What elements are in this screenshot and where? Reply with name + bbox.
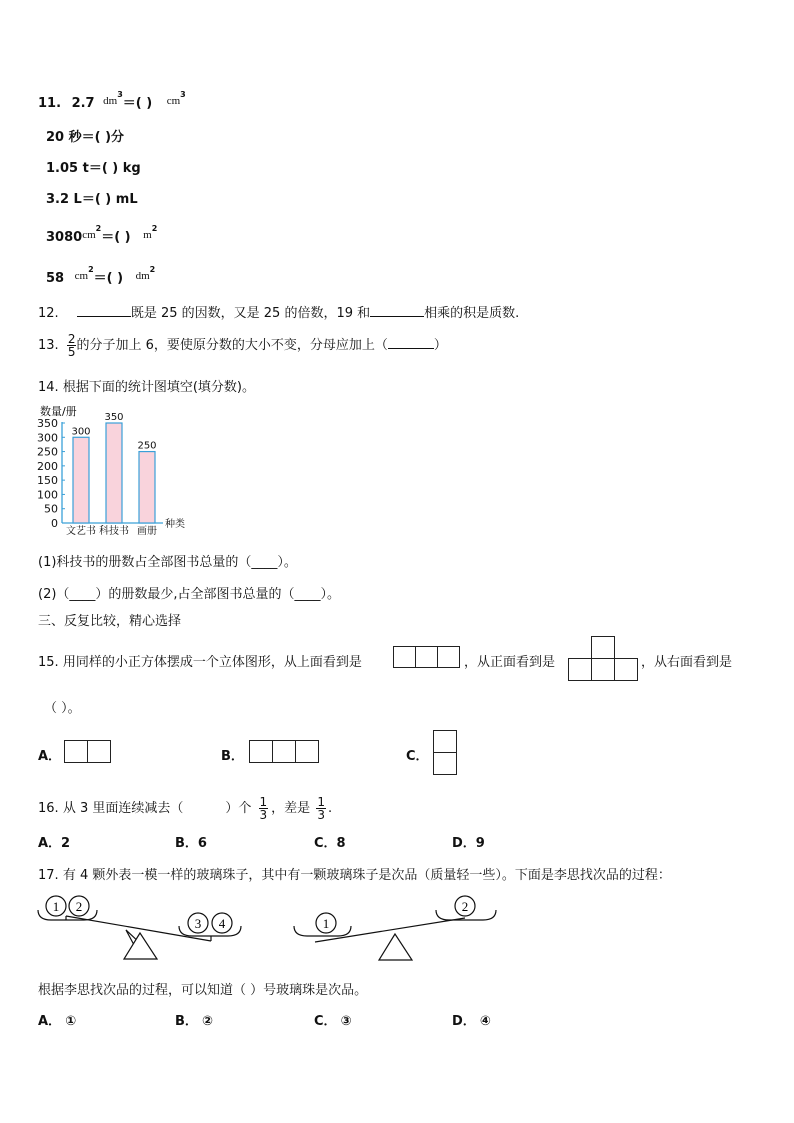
svg-text:3: 3 bbox=[194, 916, 202, 931]
chart-y-tick-label: 300 bbox=[37, 431, 58, 445]
q15-option-c-square bbox=[433, 730, 457, 753]
q15-text-b: ，从正面看到是 bbox=[464, 655, 556, 670]
svg-text:1: 1 bbox=[322, 916, 330, 931]
q14-sub2: (2)（____）的册数最少,占全部图书总量的（____）。 bbox=[38, 587, 341, 602]
chart-data-label: 300 bbox=[71, 426, 91, 438]
chart-category-label: 画册 bbox=[137, 526, 157, 535]
chart-category-label: 文艺书 bbox=[66, 526, 96, 535]
q15-option-c-label[interactable]: C． bbox=[406, 749, 429, 764]
q15-text-d: （ ）。 bbox=[44, 701, 81, 716]
chart-bar bbox=[73, 437, 89, 523]
q12-number: 12. bbox=[38, 306, 59, 321]
q12: 12. 既是 25 的因数，又是 25 的倍数，19 和 相乘的积是质数. bbox=[38, 306, 520, 321]
q15-option-b-label[interactable]: B． bbox=[221, 749, 244, 764]
balance-2-beam bbox=[315, 918, 465, 942]
q15-top-view-square bbox=[393, 646, 416, 668]
chart-data-label: 250 bbox=[137, 440, 157, 452]
q15-text-c: ，从右面看到是 bbox=[641, 655, 733, 670]
q17-conclusion: 根据李思找次品的过程，可以知道（ ）号玻璃珠是次品。 bbox=[38, 983, 368, 998]
q16: 16. 从 3 里面连续减去（ ）个 $\frac{1}{3}$ ，差是 $\frac{1}{3}$ . bbox=[38, 795, 333, 822]
q16-option-d[interactable]: D．9 bbox=[452, 836, 485, 851]
chart-y-tick-label: 350 bbox=[37, 417, 58, 430]
chart-y-tick-label: 250 bbox=[37, 445, 58, 459]
chart-ylabel: 数量/册 bbox=[40, 405, 77, 418]
q15-top-view-square bbox=[437, 646, 460, 668]
balance-1-right-pan bbox=[179, 926, 241, 936]
q15-option-b-square bbox=[295, 740, 319, 763]
q11-line2: 20 秒＝( )分 bbox=[46, 130, 125, 145]
q16-fraction-1: $\frac{1}{3}$ bbox=[259, 795, 268, 822]
q15-option-a-label[interactable]: A． bbox=[38, 749, 62, 764]
chart-bar bbox=[106, 423, 122, 523]
q14-sub1: (1)科技书的册数占全部图书总量的（____）。 bbox=[38, 555, 297, 570]
q11-line5: $3080^{cm2}=$( ) $^{m2}$ bbox=[46, 224, 158, 245]
q17-option-a[interactable]: A． ① bbox=[38, 1014, 77, 1029]
q16-option-b[interactable]: B．6 bbox=[175, 836, 207, 851]
q14-title: 14. 根据下面的统计图填空(填分数)。 bbox=[38, 380, 255, 395]
chart-y-tick-label: 0 bbox=[51, 517, 58, 530]
chart-y-tick-label: 50 bbox=[44, 502, 58, 516]
q15-front-view-square bbox=[568, 658, 592, 681]
q12-blank-1[interactable] bbox=[77, 304, 131, 317]
svg-text:4: 4 bbox=[218, 916, 226, 931]
chart-y-tick-label: 100 bbox=[37, 488, 58, 502]
q15-option-b-square bbox=[272, 740, 296, 763]
q11-line3: 1.05 t＝( ) kg bbox=[46, 161, 141, 176]
chart-bar bbox=[139, 452, 155, 523]
q15-option-a-square bbox=[87, 740, 111, 763]
q16-option-c[interactable]: C．8 bbox=[314, 836, 346, 851]
q15-front-view-square bbox=[614, 658, 638, 681]
q15-option-c-square bbox=[433, 752, 457, 775]
section-3-heading: 三、反复比较，精心选择 bbox=[38, 614, 182, 629]
svg-text:1: 1 bbox=[52, 899, 60, 914]
q15-top-view-square bbox=[415, 646, 438, 668]
q14-number: 14. bbox=[38, 380, 59, 395]
q11-line6: 58 $^{cm2}$＝( ) $^{dm2}$ bbox=[46, 265, 156, 286]
q16-fraction-2: $\frac{1}{3}$ bbox=[317, 795, 325, 822]
chart-y-tick-label: 150 bbox=[37, 474, 58, 488]
q11-number: 11. bbox=[38, 96, 62, 111]
q11-line4: 3.2 L＝( ) mL bbox=[46, 192, 138, 207]
balance-scale-2 bbox=[290, 890, 505, 968]
q13-number: 13. bbox=[38, 338, 59, 353]
q17-option-d[interactable]: D． ④ bbox=[452, 1014, 491, 1029]
balance-1-fulcrum bbox=[124, 933, 157, 959]
balance-2-fulcrum bbox=[379, 934, 412, 960]
q11-line1: 11. 2.7 $^{dm3}$＝( ) $^{cm3}$ bbox=[38, 90, 186, 111]
q13-blank[interactable] bbox=[388, 336, 434, 349]
q13-fraction: $\frac{2}{5}$ bbox=[67, 332, 76, 359]
q17-number: 17. bbox=[38, 868, 59, 883]
q16-option-a[interactable]: A．2 bbox=[38, 836, 71, 851]
q15-front-view-square bbox=[591, 658, 615, 681]
balance-1-left-pan bbox=[38, 910, 97, 920]
q12-blank-2[interactable] bbox=[370, 304, 424, 317]
q17-option-b[interactable]: B． ② bbox=[175, 1014, 213, 1029]
chart-data-label: 350 bbox=[104, 412, 124, 423]
balance-scale-1 bbox=[36, 890, 266, 968]
chart-category-label: 科技书 bbox=[99, 526, 129, 535]
q15-option-b-square bbox=[249, 740, 273, 763]
q15-option-a-square bbox=[64, 740, 88, 763]
chart-y-tick-label: 200 bbox=[37, 459, 58, 473]
q17-question: 17. 有 4 颗外表一模一样的玻璃珠子，其中有一颗玻璃珠子是次品（质量轻一些）。下面是李思找次品的过程： bbox=[38, 868, 671, 883]
q15-number: 15. bbox=[38, 655, 59, 670]
bar-chart bbox=[30, 400, 200, 535]
q15-front-view-square bbox=[591, 636, 615, 659]
q13: 13. $\frac{2}{5}$ 的分子加上 6，要使原分数的大小不变，分母应加上（ ） bbox=[38, 332, 447, 359]
q17-option-c[interactable]: C． ③ bbox=[314, 1014, 352, 1029]
q16-number: 16. bbox=[38, 801, 59, 816]
svg-text:2: 2 bbox=[75, 899, 83, 914]
svg-text:2: 2 bbox=[461, 899, 469, 914]
chart-xlabel: 种类 bbox=[165, 519, 185, 530]
q15-line1: 15. 用同样的小正方体摆成一个立体图形，从上面看到是 bbox=[38, 655, 362, 670]
